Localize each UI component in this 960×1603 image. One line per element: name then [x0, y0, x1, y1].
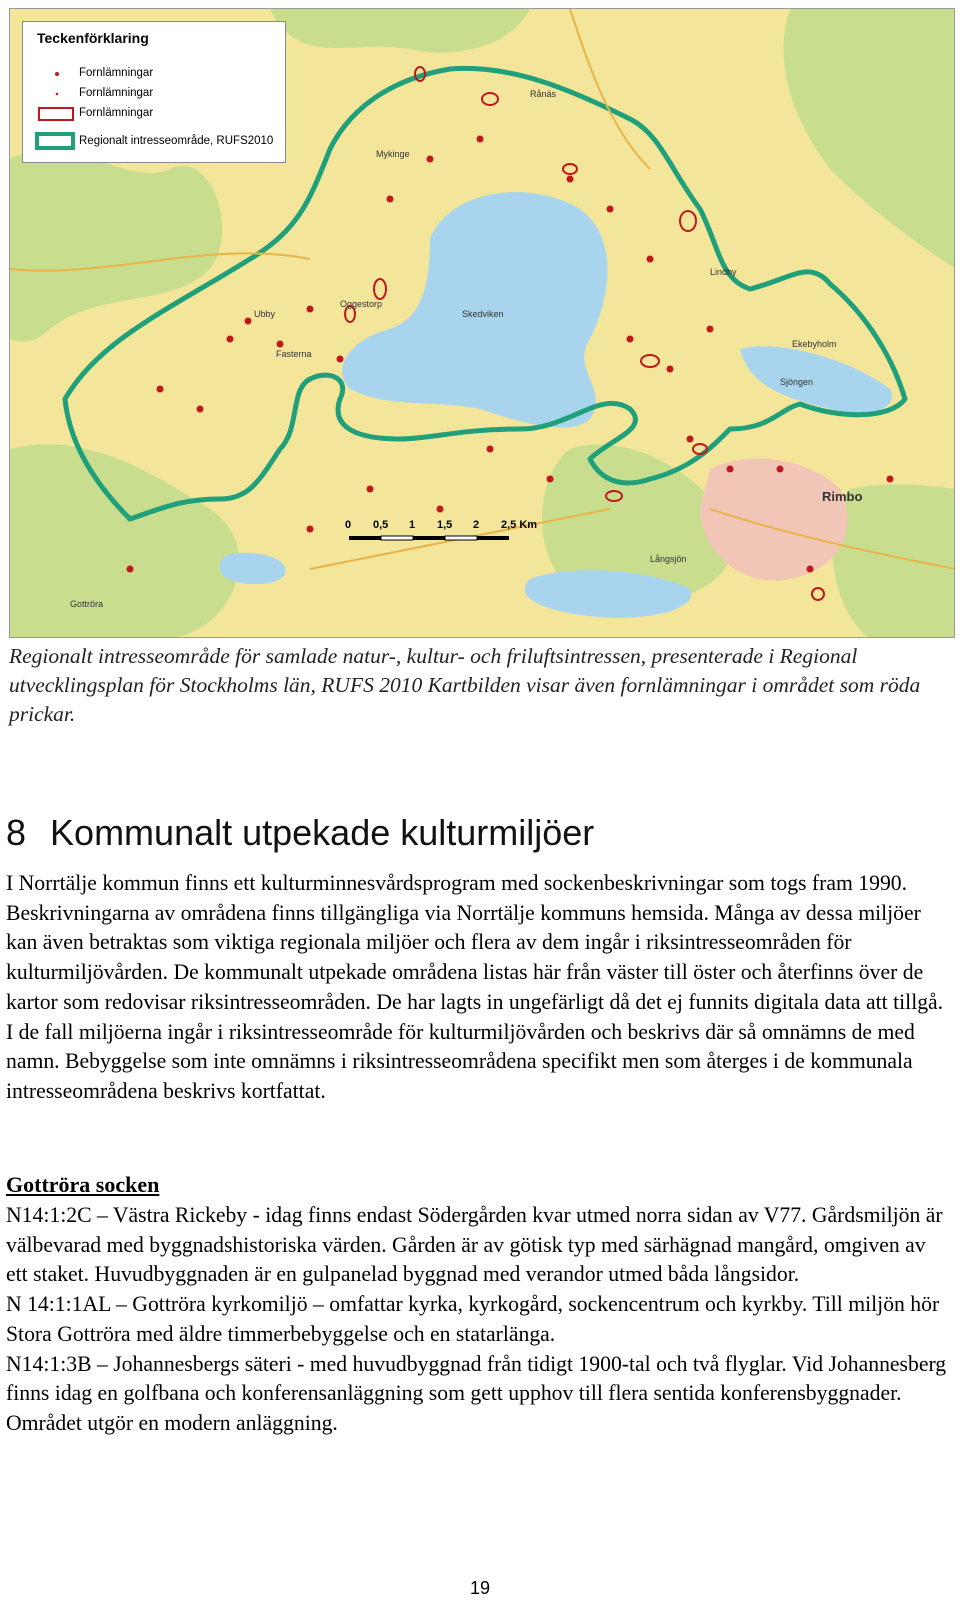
place-label: Skedviken: [462, 309, 504, 319]
section-number: 8: [6, 812, 27, 853]
scale-tick: 0,5: [373, 519, 389, 531]
place-label: Ubby: [254, 309, 276, 319]
place-label: Sjöngen: [780, 377, 814, 387]
small-red-dot-icon: [23, 84, 79, 104]
parish-heading: Gottröra socken: [6, 1172, 160, 1197]
place-label: Fasterna: [276, 349, 312, 359]
legend-item-boundary: [23, 132, 285, 152]
legend-item-sites-dot: [23, 64, 285, 84]
place-label: Lindby: [710, 267, 737, 277]
page-number: 19: [469, 1578, 491, 1598]
place-label: Mykinge: [376, 149, 410, 159]
place-label: Rimbo: [822, 489, 863, 504]
section-title: Kommunalt utpekade kulturmiljöer: [50, 812, 595, 853]
legend-title: Teckenförklaring: [37, 30, 149, 46]
legend-item-sites-outline: [23, 104, 285, 124]
scale-tick: 1: [409, 519, 416, 531]
parish-entry: N 14:1:1AL – Gottröra kyrkomiljö – omfattar kyrka, kyrkogård, sockencentrum och kyrkby. Till miljön hör Stora Gottröra med äldre timmerbebyggelse och en statarlänga.: [6, 1292, 940, 1346]
parish-entries: [6, 1201, 951, 1439]
place-label: Långsjön: [650, 554, 687, 564]
scale-tick: 1,5: [437, 519, 453, 531]
parish-entry: N14:1:3B – Johannesbergs säteri - med huvudbyggnad från tidigt 1900-tal och två flyglar. Vid Johannesberg finns idag en golfbana och konferensanläggning som gett upphov till flera sentida konferensbyggnader. Området utgör en modern anläggning.: [6, 1351, 947, 1435]
legend-item-label: Regionalt intresseområde, RUFS2010: [79, 135, 274, 147]
place-label: Rånäs: [530, 89, 557, 99]
red-dot-icon: [23, 64, 79, 84]
legend-item-sites-small: [23, 84, 285, 104]
map-scale-bar: [345, 519, 545, 549]
place-label: Ekebyholm: [792, 339, 837, 349]
section-heading: [6, 812, 594, 854]
place-label: Oggestorp: [340, 299, 383, 309]
green-boundary-icon: [23, 130, 79, 152]
scale-bar-graphic: [345, 533, 545, 543]
red-outline-icon: [23, 104, 79, 124]
scale-tick: 2,5 Km: [501, 519, 538, 531]
map-caption: Regionalt intresseområde för samlade natur-, kultur- och friluftsintressen, presenterade i Regional utvecklingsplan för Stockholms län, RUFS 2010 Kartbilden visar även fornlämningar i området som röda prickar.: [9, 644, 921, 726]
legend-item-label: Fornlämningar: [79, 87, 154, 99]
scale-tick: 0: [345, 519, 352, 531]
parish-entry: N14:1:2C – Västra Rickeby - idag finns endast Södergården kvar utmed norra sidan av V77. Gårdsmiljön är välbevarad med byggnadshistoriska värden. Gården är av götisk typ med särhägnad mangård, omgiven av ett staket. Huvudbyggnaden är en gulpanelad byggnad med verandor utmed båda långsidor.: [6, 1203, 943, 1287]
section-intro-paragraph: I Norrtälje kommun finns ett kulturminnesvårdsprogram med sockenbeskrivningar som togs fram 1990. Beskrivningarna av områdena finns tillgängliga via Norrtälje kommuns hemsida. Många av dessa miljöer kan även betraktas som viktiga regionala miljöer och flera av dem ingår i riksintresseområden för kulturmiljövården. De kommunalt utpekade områdena listas här från väster till öster och återfinns över de kartor som redovisar riksintresseområden. De har lagts in ungefärligt då det ej funnits digitala data att tillgå. I de fall miljöerna ingår i riksintresseområde för kulturmiljövården och beskrivs där så omnämns de med namn. Bebyggelse som inte omnämns i riksintresseområdena specifikt men som återges i de kommunala intresseområdena beskrivs kortfattat.: [6, 871, 944, 1103]
scale-tick: 2: [473, 519, 480, 531]
legend-item-label: Fornlämningar: [79, 107, 154, 119]
map-legend: [22, 21, 286, 163]
legend-item-label: Fornlämningar: [79, 67, 154, 79]
map-figure: [9, 8, 955, 638]
place-label: Gottröra: [70, 599, 104, 609]
